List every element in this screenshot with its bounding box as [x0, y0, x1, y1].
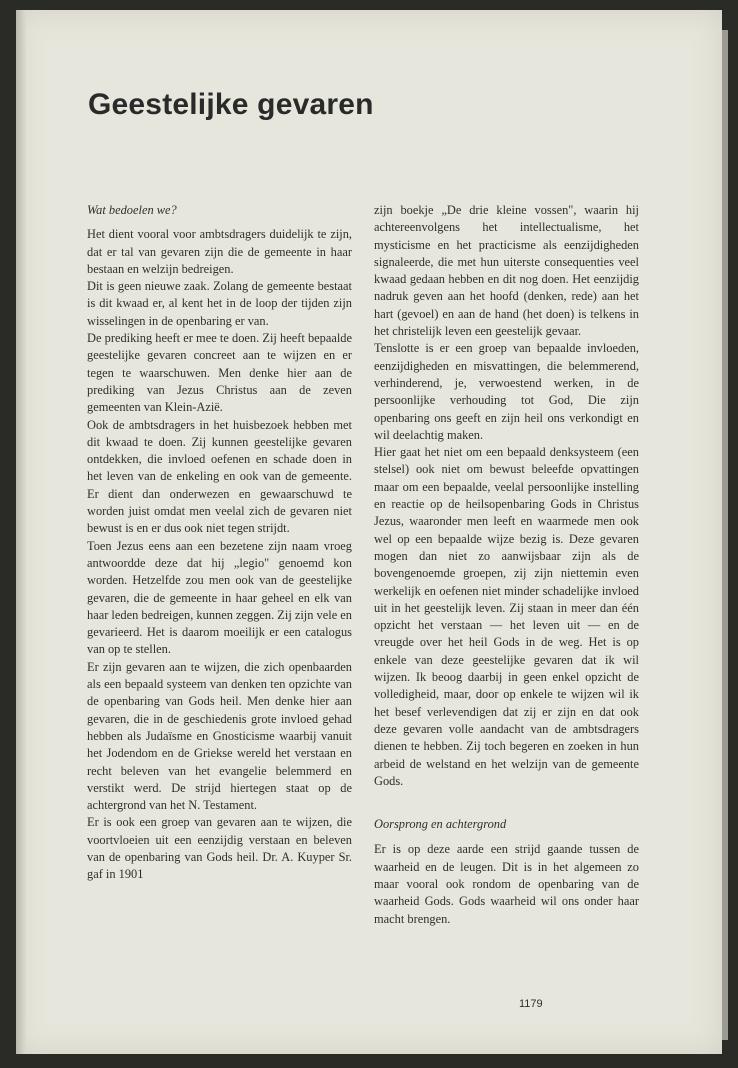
page-number: 1179	[519, 998, 543, 1010]
left-column	[87, 202, 352, 884]
paragraph: De prediking heeft er mee te doen. Zij heeft bepaalde geestelijke gevaren concreet aan te wijzen en er tegen te waarschuwen. Men denke hier aan de prediking van Jezus Christus aan de zeven gemeenten van Klein-Azië.	[87, 331, 352, 415]
paragraph: Dit is geen nieuwe zaak. Zolang de gemeente bestaat is dit kwaad er, al kent het in de loop der tijden zijn wisselingen in de openbaring er van.	[87, 279, 352, 328]
paragraph: Hier gaat het niet om een bepaald denksysteem (een stelsel) ook niet om bewust beleefde opvattingen maar om een bepaalde, veelal persoonlijke instelling en reactie op de heilsopenbaring Gods in Christus Jezus, waaronder men leeft en waarmede men ook wel op een bepaalde wijze bezig is. Deze gevaren mogen dan niet zo aanwijsbaar zijn als de bovengenoemde groepen, zij zijn niettemin even werkelijk en oefenen niet minder schadelijke invloed uit in het geestelijk leven. Zij staan in meer dan één opzicht het verstaan — het leven uit — en de vreugde over het heil Gods in de weg. Het is op enkele van deze geestelijke gevaren dat ik wil wijzen. Ik beoog daarbij in geen enkel opzicht de volledigheid, maar, door op enkele te wijzen wil ik het besef verlevendigen dat zij er zijn en dat ook deze gevaren volle aandacht van de ambtsdragers dienen te hebben. Zij toch begeren en zoeken in hun arbeid de welstand en het welzijn van de gemeente Gods.	[374, 445, 639, 788]
right-column	[374, 202, 639, 928]
paragraph: Er is ook een groep van gevaren aan te wijzen, die voortvloeien uit een eenzijdig verstaan en beleven van de openbaring van Gods heil. Dr. A. Kuyper Sr. gaf in 1901	[87, 815, 352, 882]
page-edge	[722, 30, 728, 1040]
section-heading: Wat bedoelen we?	[87, 203, 177, 217]
section-heading: Oorsprong en achtergrond	[374, 817, 507, 832]
paragraph: Er is op deze aarde een strijd gaande tussen de waarheid en de leugen. Dit is in het algemeen zo maar vooral ook rondom de openbaring van de waarheid Gods. Gods waarheid wil ons onder haar macht brengen.	[374, 842, 639, 926]
document-page	[16, 10, 722, 1054]
page-spine-shadow	[16, 10, 26, 1054]
paragraph: Ook de ambtsdragers in het huisbezoek hebben met dit kwaad te doen. Zij kunnen geestelijke gevaren ontdekken, die invloed oefenen en schade doen in het leven van de enkeling en ook van de gemeente. Er dient dan onderwezen en gewaarschuwd te worden juist omdat men veelal zich de gevaren niet bewust is en er dus ook niet tegen strijdt.	[87, 417, 352, 536]
paragraph: Het dient vooral voor ambtsdragers duidelijk te zijn, dat er tal van gevaren zijn die de gemeente in haar bestaan en welzijn bedreigen.	[87, 227, 352, 276]
paragraph: Er zijn gevaren aan te wijzen, die zich openbaarden als een bepaald systeem van denken ten opzichte van de openbaring van Gods heil. Men denke hier aan gevaren, die in de geschiedenis grote invloed gehad hebben als Judaïsme en Gnosticisme waarbij vanuit het Jodendom en de Griekse wereld het verstaan en recht beleven van het evangelie belemmerd en verstikt werd. De strijd hiertegen staat op de achtergrond van het N. Testament.	[87, 659, 352, 813]
paragraph: zijn boekje „De drie kleine vossen", waarin hij achtereenvolgens het intellectualisme, het mysticisme en het practicisme als eenzijdigheden signaleerde, die met hun uiterste consequenties veel kwaad gedaan hebben en dit nog doen. Het eenzijdig nadruk geven aan het hoofd (denken, rede) aan het hart (gevoel) en aan de hand (het doen) is telkens in het christelijk leven een geestelijk gevaar.	[374, 203, 639, 339]
paragraph: Tenslotte is er een groep van bepaalde invloeden, eenzijdigheden en misvattingen, die belemmerend, verhinderend, je, verwoestend werken, in de persoonlijke verhouding tot God, Die zijn openbaring ons geeft en zijn heil ons verkondigt en wil deelachtig maken.	[374, 341, 639, 442]
article-title: Geestelijke gevaren	[88, 88, 374, 121]
paragraph: Toen Jezus eens aan een bezetene zijn naam vroeg antwoordde deze dat hij „legio" genoemd kon worden. Hetzelfde zou men ook van de geestelijke gevaren, die de gemeente in haar geheel en elk van haar leden bedreigen, kunnen zeggen. Zij zijn vele en gevarieerd. Het is daarom moeilijk er een catalogus van op te stellen.	[87, 538, 352, 657]
